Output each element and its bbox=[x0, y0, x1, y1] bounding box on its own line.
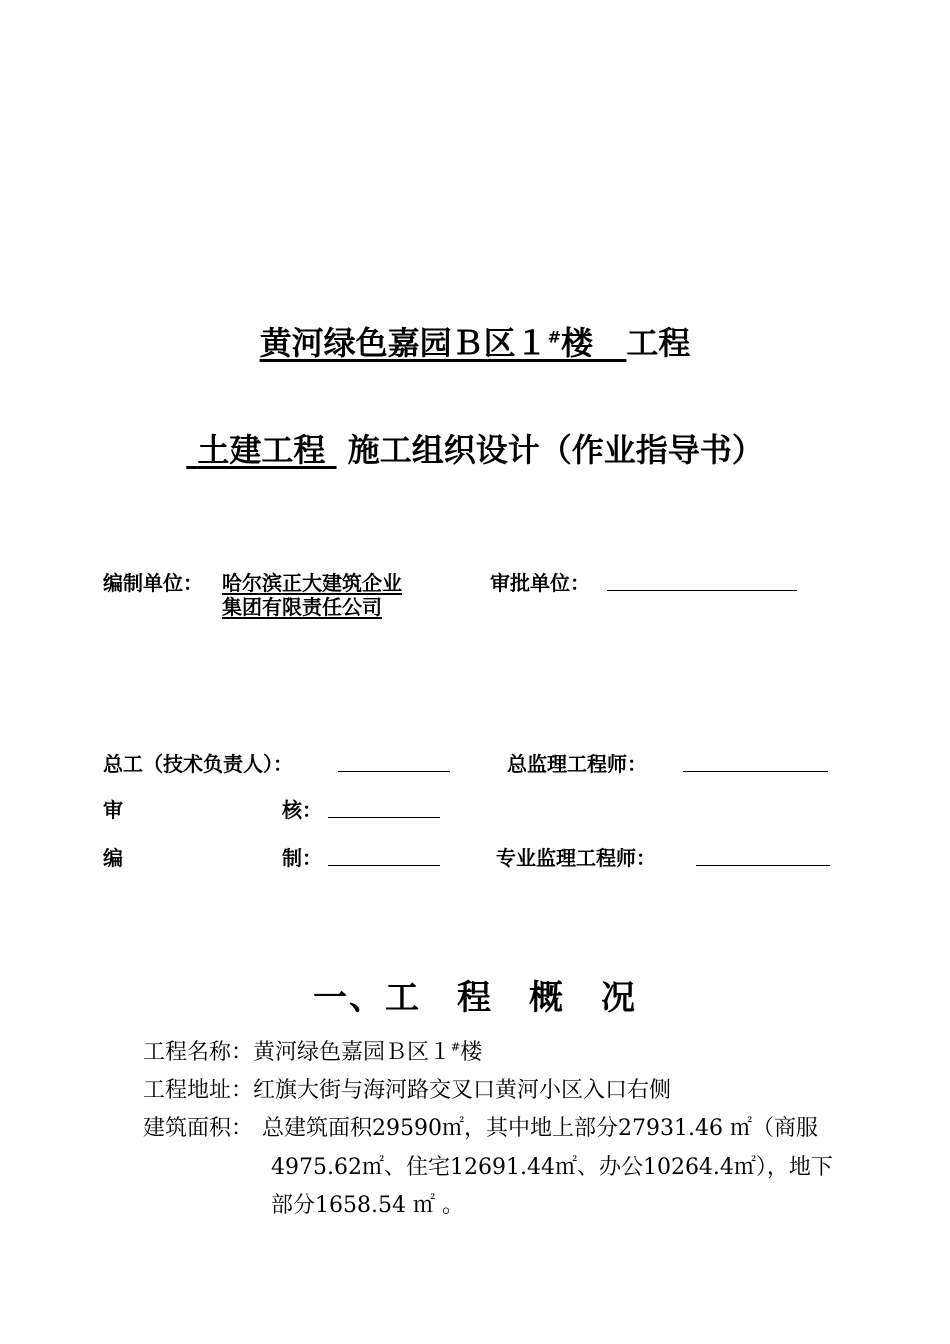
project-name-row bbox=[143, 1035, 482, 1066]
project-name: 黄河绿色嘉园Ｂ区１#楼 bbox=[259, 324, 593, 362]
project-name-value: 黄河绿色嘉园Ｂ区１#楼 bbox=[253, 1040, 483, 1065]
project-address-label: 工程地址： bbox=[143, 1078, 254, 1103]
approve-unit-label: 审批单位： bbox=[490, 571, 590, 595]
compile-unit-label: 编制单位： bbox=[103, 571, 203, 595]
overview-heading: 一、工 程 概 况 bbox=[313, 978, 637, 1018]
chief-engineer-label: 总工（技术负责人）： bbox=[103, 752, 293, 776]
project-address-row bbox=[143, 1073, 671, 1104]
project-name-label: 工程名称： bbox=[143, 1040, 254, 1065]
building-area-line1: 总建筑面积29590㎡，其中地上部分27931.46 ㎡（商服 bbox=[262, 1116, 818, 1141]
review-blank[interactable] bbox=[328, 795, 440, 818]
project-title bbox=[0, 318, 950, 364]
building-area-label: 建筑面积： bbox=[143, 1116, 254, 1141]
specialty-supervisor-label: 专业监理工程师： bbox=[496, 846, 656, 870]
chief-supervisor-blank[interactable] bbox=[683, 749, 828, 772]
building-area-line3: 部分1658.54 ㎡ 。 bbox=[271, 1193, 464, 1218]
project-address-value: 红旗大街与海河路交叉口黄河小区入口右侧 bbox=[253, 1078, 672, 1103]
specialty-supervisor-blank[interactable] bbox=[696, 843, 830, 866]
review-label-a: 审 bbox=[103, 798, 123, 822]
project-title-suffix: 工程 bbox=[626, 324, 691, 362]
prepare-blank[interactable] bbox=[328, 843, 440, 866]
prepare-label-b: 制： bbox=[282, 846, 322, 870]
discipline-name: 土建工程 bbox=[197, 431, 326, 469]
building-area-line2: 4975.62㎡、住宅12691.44㎡、办公10264.4㎡），地下 bbox=[271, 1155, 833, 1180]
approve-unit-blank[interactable] bbox=[607, 568, 797, 591]
prepare-label-a: 编 bbox=[103, 846, 123, 870]
document-title bbox=[0, 425, 950, 471]
chief-supervisor-label: 总监理工程师： bbox=[507, 752, 647, 776]
document-title-suffix: 施工组织设计（作业指导书） bbox=[347, 431, 764, 469]
compile-org-line1: 哈尔滨正大建筑企业 bbox=[222, 571, 402, 595]
review-label-b: 核： bbox=[282, 798, 322, 822]
compile-org-line2: 集团有限责任公司 bbox=[222, 595, 382, 619]
chief-engineer-blank[interactable] bbox=[338, 749, 450, 772]
